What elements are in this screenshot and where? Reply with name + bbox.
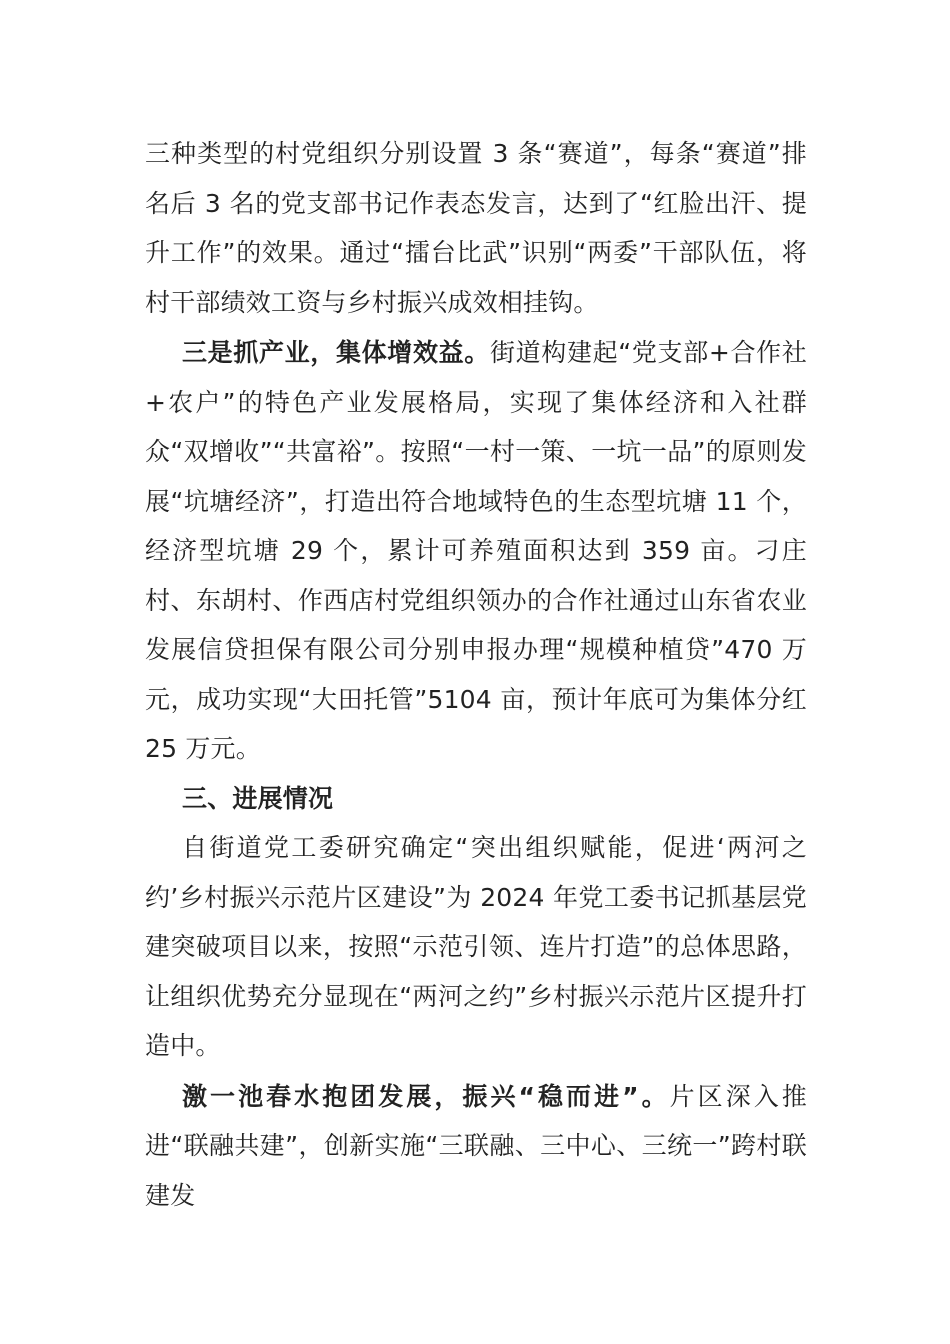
paragraph-progress: 自街道党工委研究确定“突出组织赋能，促进‘两河之约’乡村振兴示范片区建设”为 2024 年党工委书记抓基层党建突破项目以来，按照“示范引领、连片打造”的总体思路，让组织优势充分显现在“两河之约”乡村振兴示范片区提升打造中。 xyxy=(145,833,807,1060)
paragraph-joint-development xyxy=(145,1072,807,1221)
paragraph-industry-body: 街道构建起“党支部+合作社+农户”的特色产业发展格局，实现了集体经济和入社群众“双增收”“共富裕”。按照“一村一策、一坑一品”的原则发展“坑塘经济”，打造出符合地域特色的生态型坑塘 11 个，经济型坑塘 29 个，累计可养殖面积达到 359 亩。刁庄村、东胡村、作西店村党组织领办的合作社通过山东省农业发展信贷担保有限公司分别申报办理“规模种植贷”470 万元，成功实现“大田托管”5104 亩，预计年底可为集体分红 25 万元。 xyxy=(145,338,807,763)
paragraph-joint-development-lead: 激一池春水抱团发展，振兴“稳而进”。 xyxy=(182,1081,670,1111)
section-heading-progress: 三、进展情况 xyxy=(182,783,334,813)
paragraph-industry-lead: 三是抓产业，集体增效益。 xyxy=(182,338,490,367)
paragraph-joint-development-body: 片区深入推进“联融共建”，创新实施“三联融、三中心、三统一”跨村联建发 xyxy=(145,1081,807,1210)
paragraph-industry xyxy=(145,328,807,774)
document-body xyxy=(145,129,807,1220)
paragraph-race-tracks: 三种类型的村党组织分别设置 3 条“赛道”，每条“赛道”排名后 3 名的党支部书记作表态发言，达到了“红脸出汗、提升工作”的效果。通过“擂台比武”识别“两委”干部队伍，将村干部绩效工资与乡村振兴成效相挂钩。 xyxy=(145,139,807,317)
